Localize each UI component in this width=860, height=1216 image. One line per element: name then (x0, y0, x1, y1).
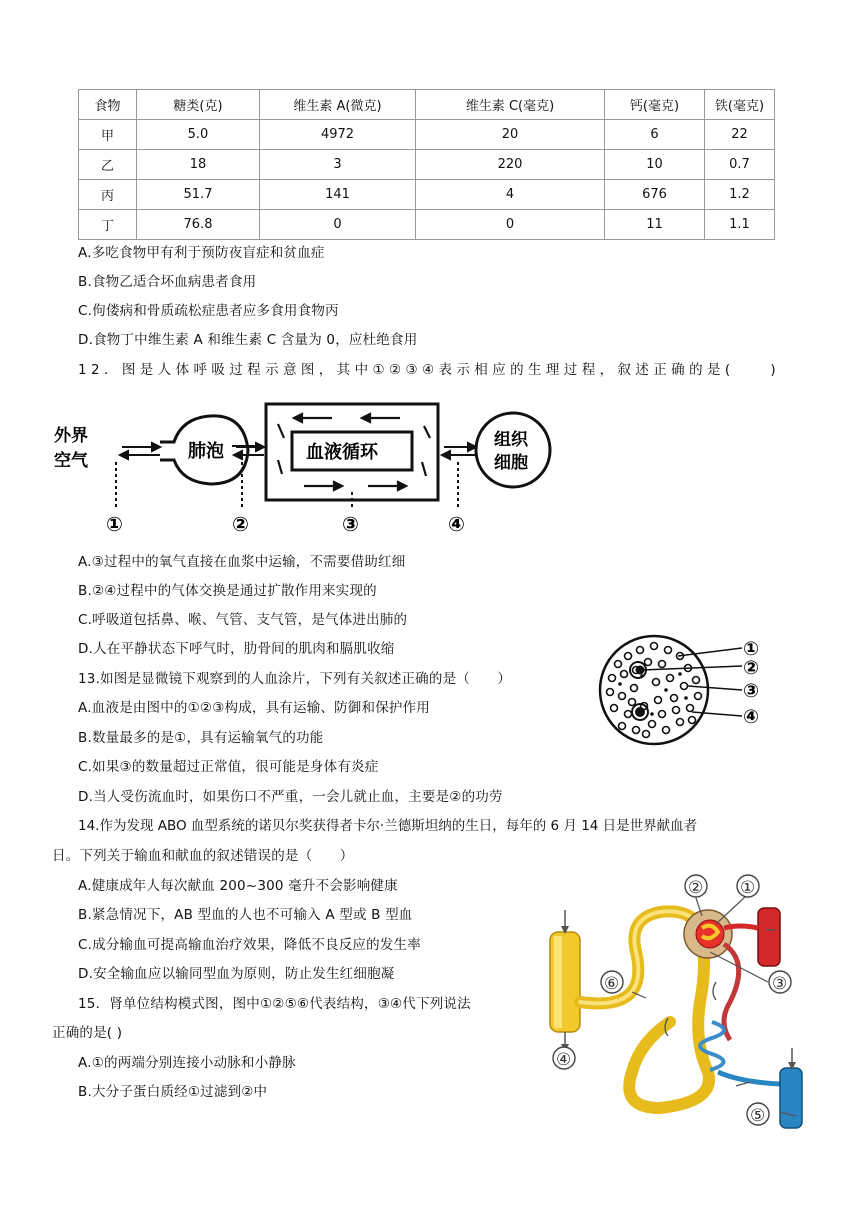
table-cell: 丁 (79, 210, 137, 240)
smear-marker-1: ① (743, 638, 760, 660)
table-cell: 5.0 (137, 120, 260, 150)
q13-option-a: A.血液是由图中的①②③构成，具有运输、防御和保护作用 (78, 700, 430, 716)
marker-4: ④ (448, 512, 465, 536)
outside-air-label-1: 外界 (54, 426, 88, 446)
q13-option-d: D.当人受伤流血时，如果伤口不严重，一会儿就止血，主要是②的功劳 (78, 789, 503, 805)
nephron-marker-5: ⑤ (750, 1106, 766, 1126)
table-cell: 76.8 (137, 210, 260, 240)
table-cell: 0 (260, 210, 416, 240)
q13-stem: 13.如图是显微镜下观察到的人血涂片，下列有关叙述正确的是（ ） (78, 671, 512, 687)
air-exchange-arrows (120, 443, 160, 459)
table-cell: 11 (605, 210, 705, 240)
smear-marker-2: ② (743, 657, 760, 679)
q14-option-a: A.健康成年人每次献血 200~300 毫升不会影响健康 (78, 878, 398, 894)
marker-3: ③ (342, 512, 359, 536)
q11-option-d: D.食物丁中维生素 A 和维生素 C 含量为 0，应杜绝食用 (78, 332, 418, 348)
nephron-marker-4: ④ (556, 1050, 572, 1070)
table-cell: 0 (416, 210, 605, 240)
q15-option-b: B.大分子蛋白质经①过滤到②中 (78, 1084, 268, 1100)
q15-option-a: A.①的两端分别连接小动脉和小静脉 (78, 1055, 296, 1071)
smear-marker-4: ④ (743, 706, 760, 728)
nephron-marker-1: ① (740, 878, 756, 898)
nephron-marker-2: ② (688, 878, 704, 898)
table-cell: 20 (416, 120, 605, 150)
nephron-figure (540, 872, 830, 1138)
table-cell: 676 (605, 180, 705, 210)
q14-stem-line1: 14.作为发现 ABO 血型系统的诺贝尔奖获得者卡尔·兰德斯坦纳的生日，每年的 6 月 14 日是世界献血者 (78, 818, 698, 834)
header-cell: 食物 (79, 90, 137, 120)
table-row (79, 180, 775, 210)
table-cell: 丙 (79, 180, 137, 210)
q12-option-d: D.人在平静状态下呼气时，肋骨间的肌肉和膈肌收缩 (78, 641, 395, 657)
q11-option-a: A.多吃食物甲有利于预防夜盲症和贫血症 (78, 245, 325, 261)
table-header-row (79, 90, 775, 120)
nutrition-table (78, 89, 775, 240)
table-row (79, 210, 775, 240)
q15-stem-line2: 正确的是( ) (52, 1025, 123, 1041)
table-cell: 10 (605, 150, 705, 180)
table-cell: 甲 (79, 120, 137, 150)
header-cell: 维生素 A(微克) (260, 90, 416, 120)
q12-option-b: B.②④过程中的气体交换是通过扩散作用来实现的 (78, 583, 377, 599)
tissue-cells-label-2: 细胞 (494, 453, 528, 473)
q12-stem: 12．图是人体呼吸过程示意图，其中①②③④表示相应的生理过程，叙述正确的是( ) (78, 362, 781, 378)
table-cell: 18 (137, 150, 260, 180)
smear-marker-3: ③ (743, 680, 760, 702)
q14-stem-line2: 日。下列关于输血和献血的叙述错误的是（ ） (52, 848, 354, 864)
q12-option-c: C.呼吸道包括鼻、喉、气管、支气管，是气体进出肺的 (78, 612, 408, 628)
q11-option-c: C.佝偻病和骨质疏松症患者应多食用食物丙 (78, 303, 339, 319)
table-cell: 乙 (79, 150, 137, 180)
table-cell: 3 (260, 150, 416, 180)
efferent-arteriole (724, 944, 739, 1040)
table-cell: 220 (416, 150, 605, 180)
renal-artery (758, 908, 780, 966)
nephron-marker-3: ③ (772, 974, 788, 994)
q15-stem-line1: 15．肾单位结构模式图，图中①②⑤⑥代表结构，③④代下列说法 (78, 996, 471, 1012)
outside-air-label-2: 空气 (54, 451, 88, 471)
tissue-cells-shape (476, 413, 550, 487)
table-cell: 141 (260, 180, 416, 210)
collecting-duct (550, 910, 580, 1052)
blood-smear-figure (596, 634, 772, 746)
table-cell: 6 (605, 120, 705, 150)
alveoli-label: 肺泡 (188, 441, 224, 462)
table-cell: 0.7 (705, 150, 775, 180)
circulation-label: 血液循环 (306, 442, 378, 463)
table-cell: 4 (416, 180, 605, 210)
q14-option-d: D.安全输血应以输同型血为原则，防止发生红细胞凝 (78, 966, 395, 982)
header-cell: 糖类(克) (137, 90, 260, 120)
marker-1: ① (106, 512, 123, 536)
header-cell: 钙(毫克) (605, 90, 705, 120)
table-cell: 1.2 (705, 180, 775, 210)
q14-option-b: B.紧急情况下，AB 型血的人也不可输入 A 型或 B 型血 (78, 907, 413, 923)
header-cell: 维生素 C(毫克) (416, 90, 605, 120)
q12-option-a: A.③过程中的氧气直接在血浆中运输，不需要借助红细 (78, 554, 406, 570)
q13-option-c: C.如果③的数量超过正常值，很可能是身体有炎症 (78, 759, 379, 775)
renal-vein (780, 1068, 802, 1128)
header-cell: 铁(毫克) (705, 90, 775, 120)
tissue-cells-label-1: 组织 (494, 430, 528, 450)
nephron-marker-6: ⑥ (604, 974, 620, 994)
q13-option-b: B.数量最多的是①，具有运输氧气的功能 (78, 730, 324, 746)
respiration-diagram (52, 398, 562, 538)
table-cell: 1.1 (705, 210, 775, 240)
q14-option-c: C.成分输血可提高输血治疗效果，降低不良反应的发生率 (78, 937, 421, 953)
blood-tissue-arrows (442, 443, 476, 459)
q11-option-b: B.食物乙适合坏血病患者食用 (78, 274, 257, 290)
table-cell: 51.7 (137, 180, 260, 210)
table-row (79, 120, 775, 150)
table-row (79, 150, 775, 180)
table-cell: 4972 (260, 120, 416, 150)
table-cell: 22 (705, 120, 775, 150)
marker-2: ② (232, 512, 249, 536)
